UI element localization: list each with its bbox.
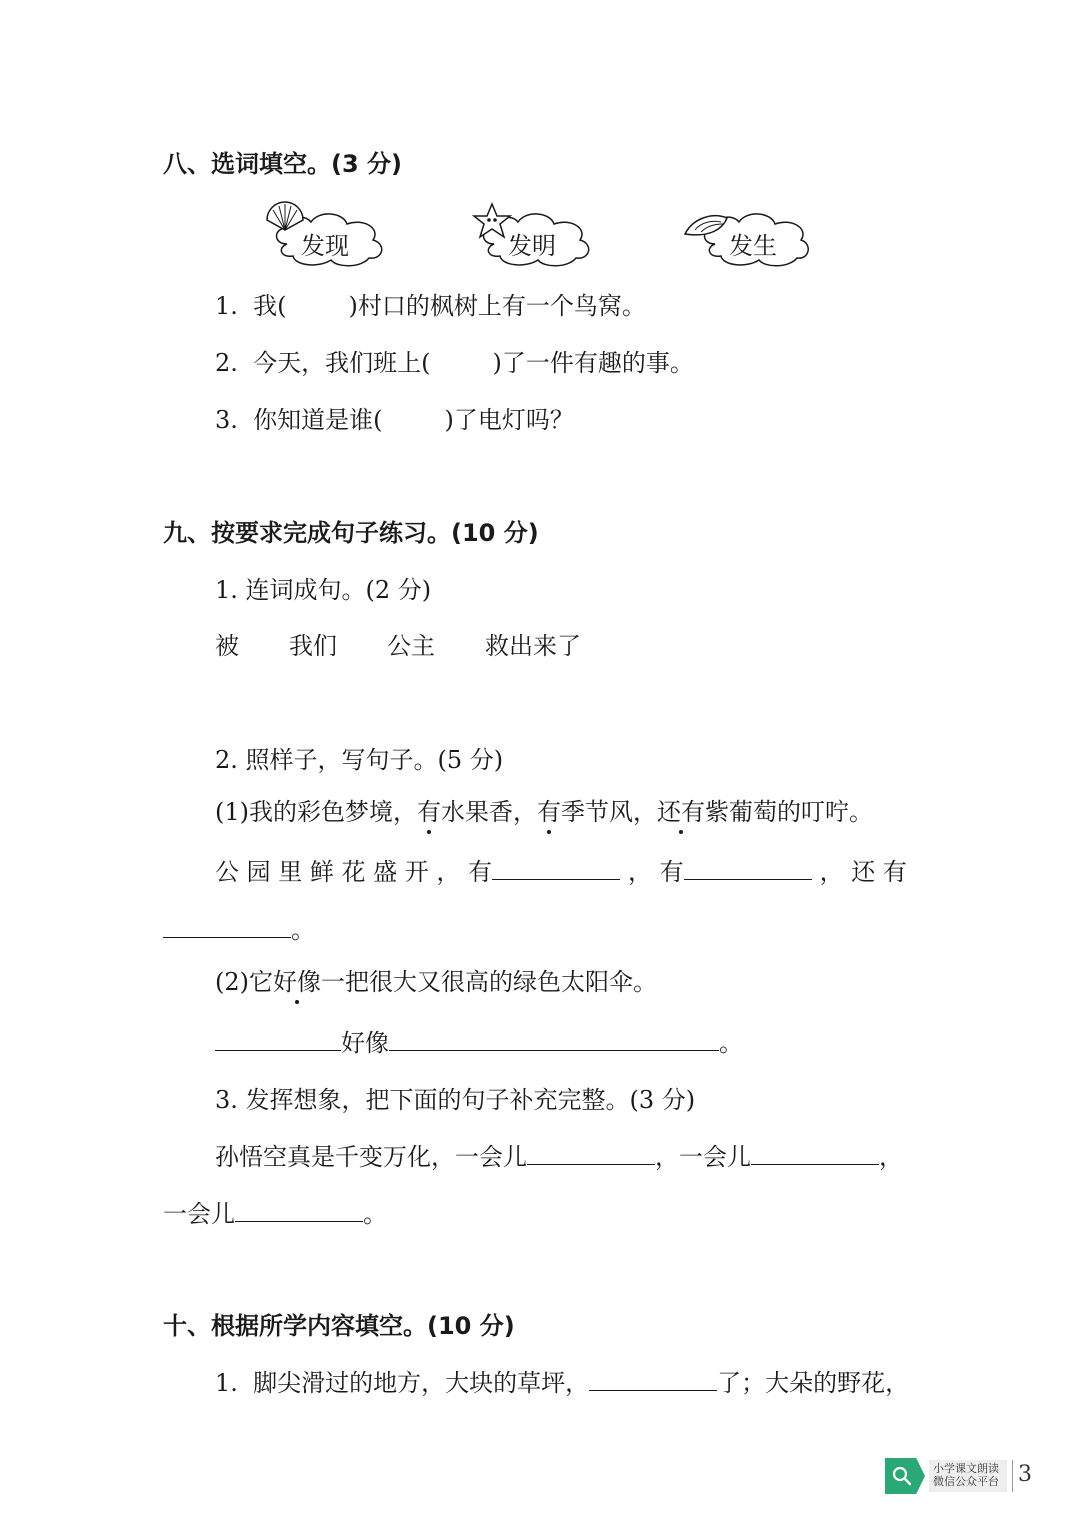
answer-blank[interactable]	[751, 1140, 879, 1165]
answer-blank[interactable]	[215, 1026, 341, 1051]
word-choice-2	[472, 200, 602, 270]
section-10-title: 十、根据所学内容填空。(10 分)	[163, 1312, 515, 1340]
example-sentence-2: (2)它好像一把很大又很高的绿色太阳伞。	[215, 962, 657, 997]
word-choice-1	[265, 200, 395, 270]
word-choice-label: 发生	[729, 232, 777, 260]
question-8-3: 3. 你知道是谁( )了电灯吗？	[215, 406, 574, 434]
section-9-title: 九、按要求完成句子练习。(10 分)	[163, 519, 539, 547]
question-9-2-label: 2. 照样子，写句子。(5 分)	[215, 746, 504, 774]
brand-badge	[885, 1458, 1015, 1494]
answer-blank[interactable]	[527, 1140, 655, 1165]
brand-name: 小学课文朗读 微信公众平台	[933, 1462, 999, 1488]
word-item: 被	[215, 632, 239, 660]
word-item: 我们	[289, 632, 337, 660]
example-sentence-1: (1)我的彩色梦境，有水果香，有季节风，还有紫葡萄的叮咛。	[215, 792, 873, 827]
question-8-2: 2. 今天，我们班上( )了一件有趣的事。	[215, 349, 694, 377]
answer-blank[interactable]	[389, 1026, 719, 1051]
answer-blank[interactable]	[492, 855, 620, 880]
question-9-1-label: 1. 连词成句。(2 分)	[215, 576, 432, 604]
question-8-1: 1. 我( )村口的枫树上有一个鸟窝。	[215, 292, 646, 320]
word-item: 公主	[387, 632, 435, 660]
fill-sentence-1: 公 园 里 鲜 花 盛 开 ， 有 ， 有 ， 还 有	[215, 852, 907, 887]
search-icon	[885, 1458, 925, 1494]
answer-blank[interactable]	[589, 1366, 717, 1391]
fill-sentence-2: 好像 。	[215, 1023, 743, 1058]
word-item: 救出来了	[485, 632, 581, 660]
answer-blank[interactable]	[163, 913, 291, 938]
word-choice-3	[683, 200, 813, 270]
question-9-3-label: 3. 发挥想象，把下面的句子补充完整。(3 分)	[215, 1086, 696, 1114]
question-10-1: 1. 脚尖滑过的地方，大块的草坪， 了；大朵的野花，	[215, 1363, 909, 1398]
word-choice-label: 发明	[508, 232, 556, 260]
answer-blank[interactable]	[235, 1197, 363, 1222]
fill-sentence-3: 孙悟空真是千变万化，一会儿 ，一会儿 ，	[215, 1137, 903, 1172]
answer-blank[interactable]	[684, 855, 812, 880]
section-8-title: 八、选词填空。(3 分)	[163, 150, 402, 178]
fill-sentence-3-cont: 一会儿 。	[163, 1194, 387, 1229]
footer-divider	[1012, 1460, 1013, 1492]
fill-sentence-1-cont: 。	[163, 910, 315, 945]
page-number: 3	[1018, 1462, 1032, 1487]
word-choice-label: 发现	[301, 232, 349, 260]
word-list	[215, 626, 581, 661]
